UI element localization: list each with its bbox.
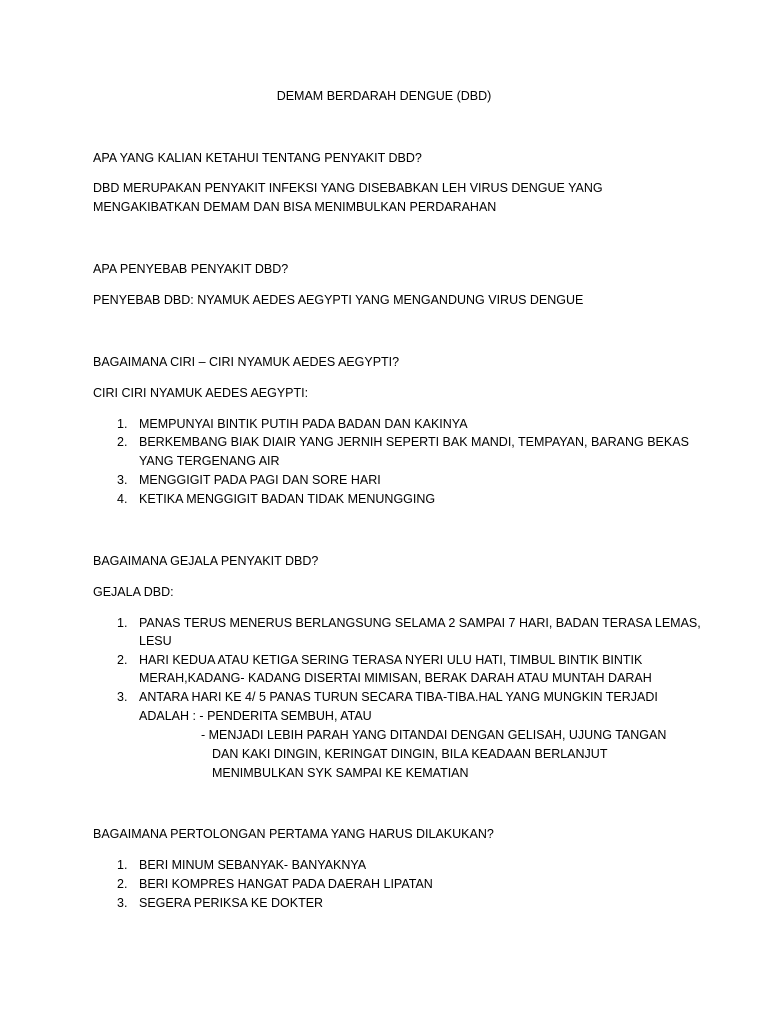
- list-item-text: BERI MINUM SEBANYAK- BANYAKNYA: [139, 858, 367, 872]
- question-what-is-dbd: APA YANG KALIAN KETAHUI TENTANG PENYAKIT DBD?: [93, 151, 422, 165]
- list-item-text: MERAH,KADANG- KADANG DISERTAI MIMISAN, BERAK DARAH ATAU MUNTAH DARAH: [139, 671, 652, 685]
- list-number: 3.: [117, 473, 128, 487]
- list-number: 3.: [117, 896, 128, 910]
- list-number: 1.: [117, 616, 128, 630]
- list-number: 2.: [117, 435, 128, 449]
- list-lead: CIRI CIRI NYAMUK AEDES AEGYPTI:: [93, 386, 309, 400]
- list-number: 3.: [117, 690, 128, 704]
- list-item-text: MEMPUNYAI BINTIK PUTIH PADA BADAN DAN KAKINYA: [139, 417, 468, 431]
- answer-line: DBD MERUPAKAN PENYAKIT INFEKSI YANG DISEBABKAN LEH VIRUS DENGUE YANG: [93, 181, 603, 195]
- list-item-text: HARI KEDUA ATAU KETIGA SERING TERASA NYERI ULU HATI, TIMBUL BINTIK BINTIK: [139, 653, 643, 667]
- list-item-text: SEGERA PERIKSA KE DOKTER: [139, 896, 324, 910]
- list-item-text: PANAS TERUS MENERUS BERLANGSUNG SELAMA 2 SAMPAI 7 HARI, BADAN TERASA LEMAS,: [139, 616, 701, 630]
- list-item-text: - MENJADI LEBIH PARAH YANG DITANDAI DENGAN GELISAH, UJUNG TANGAN: [201, 728, 667, 742]
- list-lead: GEJALA DBD:: [93, 585, 174, 599]
- list-number: 2.: [117, 653, 128, 667]
- list-number: 1.: [117, 417, 128, 431]
- list-number: 2.: [117, 877, 128, 891]
- list-item-text: MENGGIGIT PADA PAGI DAN SORE HARI: [139, 473, 381, 487]
- list-number: 4.: [117, 492, 128, 506]
- document-title: DEMAM BERDARAH DENGUE (DBD): [276, 89, 492, 103]
- list-item-text: MENIMBULKAN SYK SAMPAI KE KEMATIAN: [212, 766, 469, 780]
- answer-line: MENGAKIBATKAN DEMAM DAN BISA MENIMBULKAN PERDARAHAN: [93, 200, 497, 214]
- list-item-text: ANTARA HARI KE 4/ 5 PANAS TURUN SECARA TIBA-TIBA.HAL YANG MUNGKIN TERJADI: [139, 690, 658, 704]
- list-item-text: KETIKA MENGGIGIT BADAN TIDAK MENUNGGING: [139, 492, 436, 506]
- list-item-text: DAN KAKI DINGIN, KERINGAT DINGIN, BILA KEADAAN BERLANJUT: [212, 747, 608, 761]
- list-number: 1.: [117, 858, 128, 872]
- question-symptoms: BAGAIMANA GEJALA PENYAKIT DBD?: [93, 554, 319, 568]
- list-item-text: BERI KOMPRES HANGAT PADA DAERAH LIPATAN: [139, 877, 433, 891]
- list-item-text: ADALAH : - PENDERITA SEMBUH, ATAU: [139, 709, 372, 723]
- answer-line: PENYEBAB DBD: NYAMUK AEDES AEGYPTI YANG MENGANDUNG VIRUS DENGUE: [93, 293, 584, 307]
- list-item-text: YANG TERGENANG AIR: [139, 454, 280, 468]
- question-cause: APA PENYEBAB PENYAKIT DBD?: [93, 262, 289, 276]
- list-item-text: BERKEMBANG BIAK DIAIR YANG JERNIH SEPERTI BAK MANDI, TEMPAYAN, BARANG BEKAS: [139, 435, 689, 449]
- question-mosquito-traits: BAGAIMANA CIRI – CIRI NYAMUK AEDES AEGYPTI?: [93, 355, 400, 369]
- question-first-aid: BAGAIMANA PERTOLONGAN PERTAMA YANG HARUS DILAKUKAN?: [93, 827, 494, 841]
- list-item-text: LESU: [139, 634, 172, 648]
